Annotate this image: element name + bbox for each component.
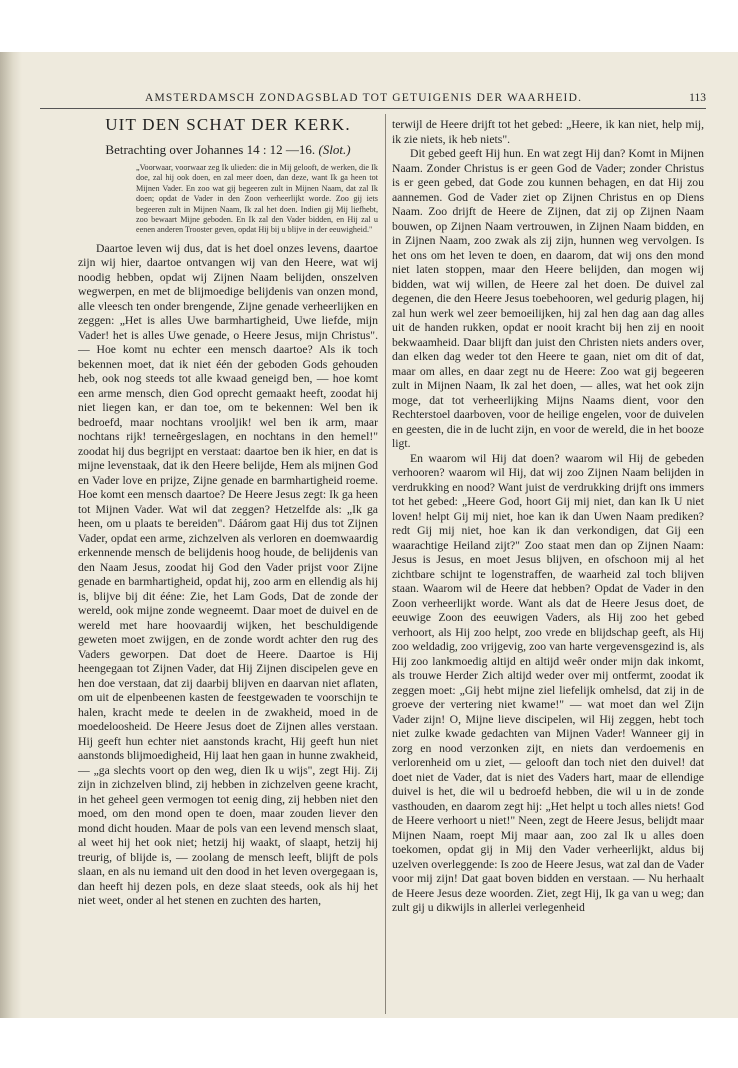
scripture-motto: „Voorwaar, voorwaar zeg Ik ulieden: die in Mij gelooft, de werken, die Ik doe, zal hij ook doen, en zal meer doen, dan deze, want Ik ga heen tot Mijnen Vader. En zoo wat gij begeeren zult in Mijnen Naam, dat zal Ik doen; opdat de Vader in den Zoon verheerlijkt worde. Zoo gij iets begeeren zult in Mijnen Naam, Ik zal het doen. Indien gij Mij liefhebt, zoo bewaart Mijne geboden. En Ik zal den Vader bidden, en Hij zal u eenen anderen Trooster geven, opdat Hij bij u blijve in der eeuwigheid." xyxy=(136,163,378,235)
body-paragraph: En waarom wil Hij dat doen? waarom wil Hij de gebeden verhooren? waarom wil Hij, dat wij zoo Zijnen Naam belijden in verdrukking en nood? Want juist de verdrukking drijft ons immers tot het gebed: „Heere God, hoort Gij mij niet, dan kan Ik U niet loven! helpt Gij mij niet, hoe kan ik dan Uwen Naam prediken? redt Gij mij niet, hoe kan ik dan verkondigen, dat Gij een waarachtige Heiland zijt?" Zoo staat men dan op Zijnen Naam: Jesus is Jesus, en moet Jesus blijven, en ofschoon mij al het zichtbare schijnt te logenstraffen, de waarheid zal toch blijven staan. Waarom wil de Heere dat hebben? Opdat de Vader in den Zoon verheerlijkt worde. Want als dat de Heere Jesus doet, de eeuwige Zoon des eeuwigen Vaders, als Hij zoo het gebed verhoort, als Hij zoo helpt, zoo vrede en blijdschap geeft, als Hij zoo weldadig, zoo vrijgevig, zoo van harte vergevensgezind is, als Hij zoo lankmoedig altijd en altijd weêr onder mijn dak inkomt, als trouwe Herder Zich altijd weder over mij ontfermt, zoodat ik zeggen moet: „Gij hebt mijne ziel liefelijk omhelsd, dat zij in de groeve der vertering niet kwame!" — wat moet dan wel Zijn Vader zijn! O, Mijne lieve discipelen, wil Hij zeggen, hebt toch niet zulke kwade gedachten van Mijnen Vader! Wanneer gij in zorg en nood verzonken zijt, en niets dan verdoemenis en verlorenheid om u ziet, — gelooft dan toch niet den duivel! dat doet niet de Vader, dat is niet des Vaders hart, maar de ellendige duivel is het, die wil u bedroefd hebben, die wil u in de zonde vasthouden, en daarom zegt hij: „Het helpt u toch alles niets! God de Heere verhoort u niet!" Neen, zegt de Heere Jesus, belijdt maar Mijnen Naam, roept Mij maar aan, zoo zal Ik u alles doen toekomen, opdat gij in Mij den Vader verheerlijkt, aldus bij uzelven overleggende: Is zoo de Heere Jesus, wat zal dan de Vader voor mij zijn! Dat gaat boven bidden en verstaan. — Nu herhaalt de Heere Jesus deze woorden. Ziet, zegt Hij, Ik ga van u weg; dan zult gij u dikwijls in allerlei verlegenheid xyxy=(392,451,704,914)
left-column xyxy=(78,115,378,909)
page-number: 113 xyxy=(689,92,706,104)
subtitle-suffix: (Slot.) xyxy=(318,141,351,157)
newspaper-page xyxy=(0,52,738,1018)
running-header xyxy=(40,92,706,109)
body-paragraph: Dit gebed geeft Hij hun. En wat zegt Hij dan? Komt in Mijnen Naam. Zonder Christus is er geen God de Vader; zonder Christus is er geen gebed, dat Gode zou kunnen behagen, en dat Hij zou aannemen. God de Vader ziet op Zijnen Christus en op Diens Naam. Zoo drijft de Heere de Zijnen, dat zij op Zijnen Naam bouwen, op Zijnen Naam vertrouwen, in Zijnen Naam bidden, en in Zijnen Naam, zoo zwak als zij zijn, hunnen weg vervolgen. Is het ons om het leven te doen, en daarom, dat wij ons den mond niet laten stoppen, maar den Heere belijden, dan mogen wij bidden, wat wij willen, de Heere zal het doen. De duivel zal degenen, die den Heere Jesus toebehooren, wel gedurig plagen, hij zal hun werk wel zeer bemoeilijken, hij zal hen dag aan dag alles uit de handen rukken, opdat er nooit kracht bij hen zij en nooit bekwaamheid. Daar blijft dan juist den Christen niets anders over, dan elken dag weder tot den Heere te gaan, niet om dit of dat, maar om alles, en daar zegt nu de Heere: Zoo wat gij begeeren zult in Mijnen Naam, Ik zal het doen, — alles, wat het ook zijn moge, dat tot verheerlijking Mijns Naams dient, voor den Rechterstoel daarboven, voor de heilige engelen, voor de duivelen en geesten, die in de lucht zijn, en voor de wereld, die in het booze ligt. xyxy=(392,147,704,450)
newspaper-title: AMSTERDAMSCH ZONDAGSBLAD TOT GETUIGENIS DER WAARHEID. xyxy=(145,92,583,104)
section-title: UIT DEN SCHAT DER KERK. xyxy=(105,115,351,134)
article-subtitle xyxy=(78,143,378,158)
subtitle-text: Betrachting over Johannes 14 : 12 —16. xyxy=(105,141,316,157)
body-paragraph: Daartoe leven wij dus, dat is het doel onzes levens, daartoe zijn wij hier, daartoe ontvangen wij van den Heere, wat wij noodig hebben, opdat wij Zijnen Naam belijden, onszelven wegwerpen, en met de blijmoedige belijdenis van onzen mond, alle vleesch ten onder brengende, Zijne genade verheerlijken en zeggen: „Het is alles Uwe barmhartigheid, Uwe liefde, mijn Vader! het is alles Uwe genade, o Heere Jesus, mijn Christus". — Hoe komt nu echter een mensch daartoe? Als ik toch bekennen moet, dat ik niet één der geboden Gods gehouden heb, ook nog steeds tot alle kwaad geneigd ben, — hoe komt een arme mensch, dien God oprecht gemaakt heeft, zoodat hij niet liegen kan, er dan toe, om te bekennen: Wel ben ik bedroefd, maar nochtans vrooljik! wel ben ik arm, maar nochtans rijk! terneêrgeslagen, en nochtans in den hemel!" zoodat hij dus begrijpt en verstaat: daartoe ben ik hier, en dat is mijne levenstaak, dat ik den Heere belijde, Hem als mijnen God en Vader love en prijze, Zijne genade en barmhartigheid roeme. Hoe komt een mensch daartoe? De Heere Jesus zegt: Ik ga heen tot Mijnen Vader. Wat wil dat zeggen? Hetzelfde als: „Ik ga heen, om u plaats te bereiden". Dáárom gaat Hij dus tot Zijnen Vader, opdat een arme, zichzelven als verloren en doemwaardig erkennende mensch de belijdenis hoog houde, de belijdenis van den Naam Jesus, zoodat hij God den Vader prijst voor Zijne genade en barmhartigheid, opdat hij, zoo arm en ellendig als hij is, blijve bij dit ééne: Zie, het Lam Gods, Dat de zonde der wereld, ook mijne zonde wegneemt. Daar moet de duivel en de wereld met hare hoovaardij wijken, het beschuldigende geweten moet zwijgen, en de zonde wordt achter den rug des Vaders geworpen. Dat doet de Heere. Daartoe is Hij heengegaan tot Zijnen Vader, dat Hij Zijnen discipelen geve en hen doe verstaan, dat zij daarbij blijven en daarvan niet aflaten, om uit de elpenbeenen kasten de feestgewaden te voorschijn te halen, kracht mede te deelen in de zwakheid, moed in de moedeloosheid. De Heere Jesus doet de Zijnen alles verstaan. Hij geeft hun echter niet aanstonds kracht, Hij geeft hun niet aanstonds blijmoedigheid, Hij laat hen gaan in hunne zwakheid, — „ga slechts voort op den weg, dien Ik u wijs", zegt Hij. Zij zijn in zichzelven blind, zij hebben in zichzelven geene kracht, in het geheel geen vermogen tot eenig ding, zij hebben niet den moed, om den mond open te doen, maar zouden liever den mond dicht houden. Maar de pols van een levend mensch slaat, al weet hij het ook niet; hetzij hij waakt, of slaapt, hetzij hij treurig, of blijde is, — zoolang de mensch leeft, blijft de pols slaan, en als nu iemand uit den dood in het leven overgegaan is, dan heeft hij dezen pols, en deze slaat steeds, ook als hij het niet weet, onder al het stenen en zuchten des harten, xyxy=(78,241,378,908)
right-column xyxy=(392,118,704,916)
page-spine-shadow xyxy=(0,52,22,1018)
column-divider xyxy=(385,114,386,1014)
body-paragraph: terwijl de Heere drijft tot het gebed: „Heere, ik kan niet, help mij, ik zie niets, ik heb niets". xyxy=(392,118,704,146)
